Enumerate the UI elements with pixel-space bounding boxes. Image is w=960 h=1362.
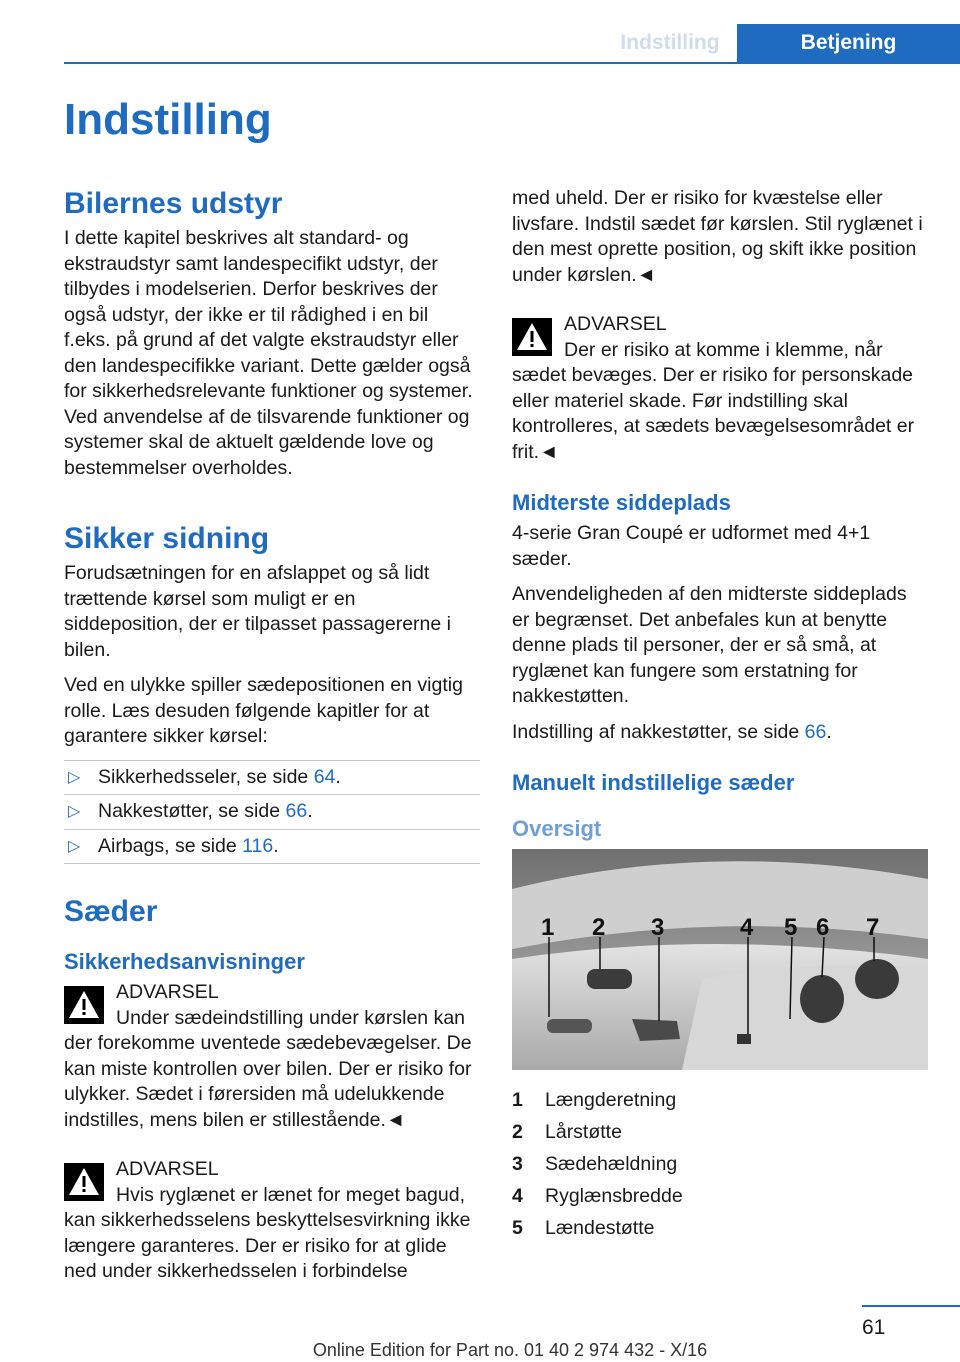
- list-item-text: Airbags, se side: [98, 834, 243, 857]
- paragraph: 4-serie Gran Coupé er udformet med 4+1 sæder.: [512, 522, 871, 570]
- legend-item: [512, 1084, 928, 1116]
- triangle-bullet-icon: ▷: [68, 837, 81, 855]
- subsection-title-manuelt-indstillelige-saeder: Manuelt indstillelige sæder: [512, 770, 795, 795]
- triangle-bullet-icon: ▷: [68, 768, 81, 786]
- warning-text: Der er risiko at komme i klemme, når sædet bevæges. Der er risiko for personskade eller materiel skade. Før indstilling skal kontrolleres, at sædets bevægelsesområdet er frit.◄: [512, 338, 915, 463]
- list-item: ▷ Airbags, se side 116.: [64, 829, 480, 865]
- image-legend: [512, 1084, 928, 1244]
- subsection-title-sikkerhedsanvisninger: Sikkerhedsanvisninger: [64, 949, 305, 974]
- legend-number: 5: [512, 1217, 523, 1239]
- footer-rule: [862, 1305, 960, 1307]
- warning-text: Under sædeindstilling under kørslen kan der forekomme uventede sædebevægelser. De kan miste kontrollen over bilen. Der er risiko for ulykker. Sædet i førersiden må udelukkende indstilles, mens bilen er stillestående.◄: [64, 1006, 472, 1131]
- paragraph-text: Indstilling af nakkestøtter, se side: [512, 720, 805, 743]
- warning-icon: [512, 318, 552, 356]
- page-link[interactable]: 116: [242, 834, 274, 857]
- edition-note: Online Edition for Part no. 01 40 2 974 432 - X/16: [312, 1340, 708, 1360]
- callout-label-5: 5: [784, 914, 798, 941]
- header-rule: [64, 62, 960, 64]
- list-item-text: Sikkerhedsseler, se side: [98, 765, 314, 788]
- callout-label-6: 6: [816, 914, 830, 941]
- page-title: Indstilling: [64, 95, 272, 144]
- paragraph: I dette kapitel beskrives alt standard- og ekstraudstyr samt landespecifikt udstyr, der tilbydes i modelserien. Derfor beskrives der også udstyr, der ikke er til rådighed i en bil f.eks. på grund af det valgte ekstraudstyr eller den landespecifikke variant. Dette gælder også for sikkerhedsrelevante funktioner og systemer. Ved anvendelse af de tilsvarende funktioner og systemer skal de aktuelt gældende love og bestemmelser overholdes.: [64, 227, 473, 479]
- warning-title: ADVARSEL: [116, 981, 219, 1003]
- subsection-title-midterste-siddeplads: Midterste siddeplads: [512, 490, 731, 515]
- warning-block: [64, 980, 480, 1133]
- callout-label-7: 7: [866, 914, 880, 941]
- legend-item: [512, 1212, 928, 1244]
- paragraph: Ved en ulykke spiller sædepositionen en vigtig rolle. Læs desuden følgende kapitler for at garantere sikker kørsel:: [64, 674, 463, 747]
- callout-label-1: 1: [541, 914, 555, 941]
- legend-number: 3: [512, 1153, 523, 1175]
- paragraph: Forudsætningen for en afslappet og så lidt trættende kørsel som muligt er en siddeposition, der er tilpasset passagererne i bilen.: [64, 562, 451, 661]
- header-chapter-tab[interactable]: Betjening: [737, 24, 960, 62]
- legend-label: Lårstøtte: [545, 1121, 622, 1143]
- legend-number: 1: [512, 1089, 523, 1111]
- callout-label-3: 3: [651, 914, 665, 941]
- page-link[interactable]: 66: [285, 800, 308, 822]
- page-link[interactable]: 66: [804, 720, 827, 743]
- legend-label: Længderetning: [545, 1089, 677, 1111]
- list-item-text: Nakkestøtter, se side: [98, 800, 286, 822]
- legend-label: Sædehældning: [545, 1153, 678, 1175]
- legend-label: Ryglænsbredde: [545, 1185, 683, 1207]
- page-link[interactable]: 64: [313, 765, 336, 788]
- list-item: ▷ Nakkestøtter, se side 66.: [64, 794, 480, 829]
- left-column: [64, 186, 480, 1295]
- paragraph: Indstilling af nakkestøtter, se side 66.: [512, 720, 832, 743]
- paragraph: med uheld. Der er risiko for kvæstelse eller livsfare. Indstil sædet før kørslen. Stil ryglænet i den mest oprette position, og skift ikke position under kørslen.◄: [512, 187, 923, 286]
- header-section-tab[interactable]: Indstilling: [620, 31, 720, 54]
- page-number: 61: [862, 1316, 886, 1339]
- legend-item: [512, 1116, 928, 1148]
- warning-title: ADVARSEL: [564, 313, 667, 335]
- reference-list: [64, 760, 480, 865]
- warning-text: Hvis ryglænet er lænet for meget bagud, kan sikkerhedsselens beskyttelsesvirkning ikke længere garanteres. Der er risiko for at glide ned under sikkerhedsselen i forbindelse: [64, 1183, 471, 1282]
- legend-item: [512, 1148, 928, 1180]
- right-column: [512, 186, 928, 1244]
- warning-block: [64, 1157, 480, 1285]
- warning-icon: [64, 986, 104, 1024]
- warning-icon: [64, 1163, 104, 1201]
- callout-label-4: 4: [740, 914, 754, 941]
- warning-block: [512, 312, 928, 465]
- triangle-bullet-icon: ▷: [68, 803, 81, 820]
- paragraph: Anvendeligheden af den midterste siddeplads er begrænset. Det anbefales kun at benytte denne plads til personer, der er så små, at ryglænet kan fungere som erstatning for nakkestøtten.: [512, 583, 907, 707]
- list-item: ▷ Sikkerhedsseler, se side 64.: [64, 760, 480, 795]
- legend-label: Lændestøtte: [545, 1217, 655, 1239]
- callout-label-2: 2: [592, 914, 606, 941]
- legend-number: 2: [512, 1121, 523, 1143]
- legend-item: [512, 1180, 928, 1212]
- warning-title: ADVARSEL: [116, 1158, 219, 1180]
- section-title-sikker-sidning: Sikker sidning: [64, 522, 270, 555]
- subsection-title-oversigt: Oversigt: [512, 816, 602, 841]
- seat-controls-image: [512, 849, 928, 1070]
- section-title-saeder: Sæder: [64, 895, 158, 928]
- legend-number: 4: [512, 1185, 523, 1207]
- section-title-bilernes-udstyr: Bilernes udstyr: [64, 187, 283, 220]
